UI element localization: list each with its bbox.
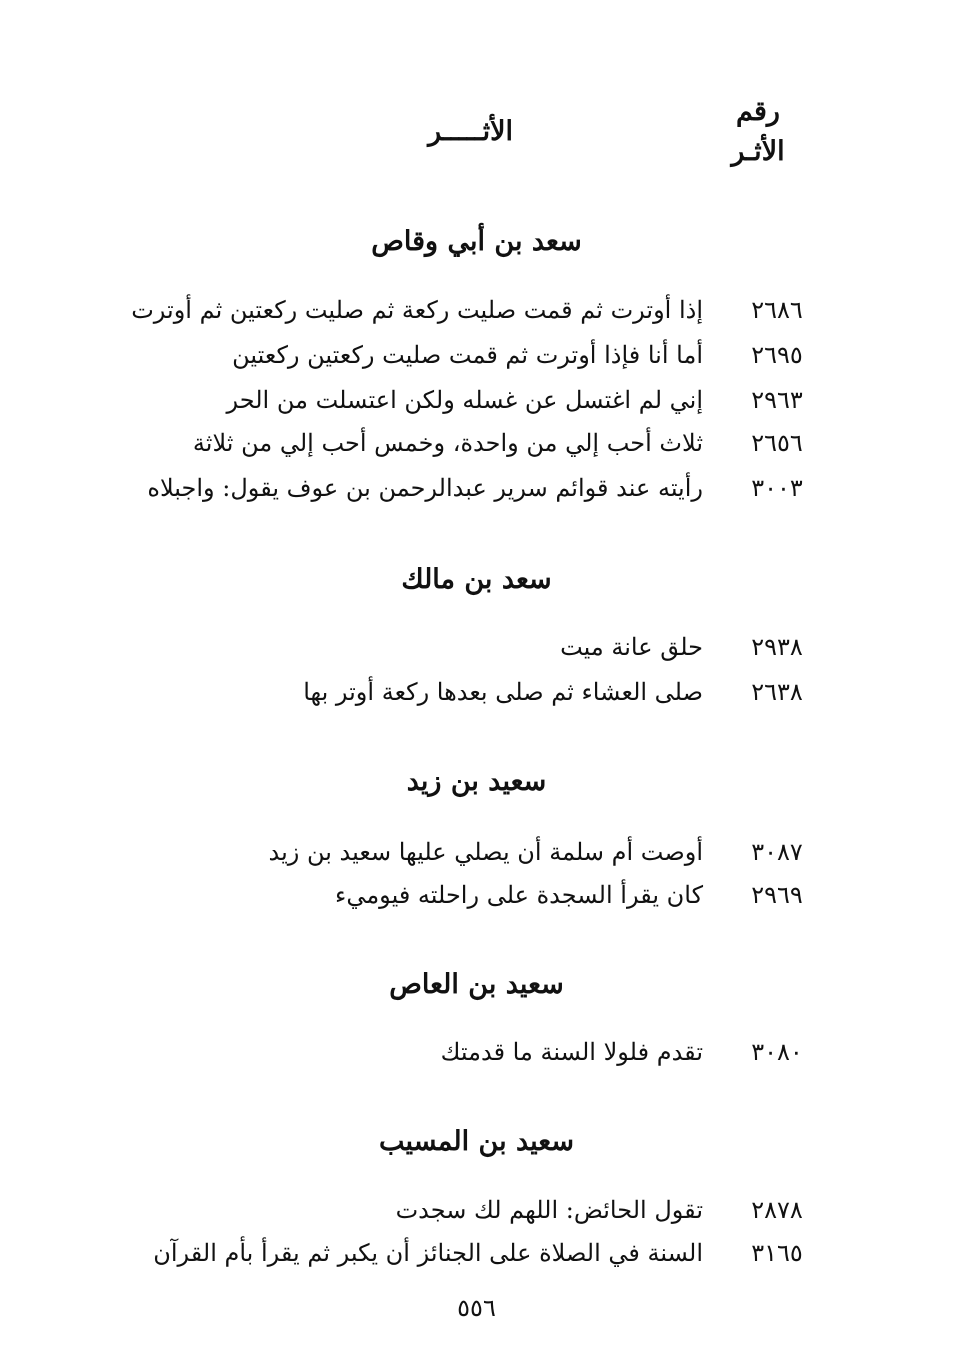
- section-title: سعيد بن زيد: [406, 766, 547, 797]
- list-item: [133, 832, 813, 872]
- list-item: [133, 335, 813, 375]
- item-text: إني لم اغتسل عن غسله ولكن اعتسلت من الحر: [226, 386, 703, 414]
- item-text: السنة في الصلاة على الجنائز أن يكبر ثم يقرأ بأم القرآن: [153, 1239, 703, 1267]
- item-number: ٢٩٦٣: [751, 386, 803, 414]
- item-text: تقول الحائض: اللهم لك سجدت: [395, 1196, 703, 1224]
- list-item: [133, 380, 813, 420]
- item-text: إذا أوترت ثم قمت صليت ركعة ثم صليت ركعتين ثم أوترت: [131, 296, 703, 324]
- section-title: سعد بن مالك: [401, 564, 552, 595]
- item-text: كان يقرأ السجدة على راحلته فيوميء: [335, 881, 703, 909]
- list-item: [133, 627, 813, 667]
- list-item: [133, 672, 813, 712]
- item-number: ٢٩٦٩: [751, 881, 803, 909]
- item-text: أوصت أم سلمة أن يصلي عليها سعيد بن زيد: [268, 838, 703, 866]
- section-title: سعد بن أبي وقاص: [371, 226, 582, 257]
- page-number: ٥٥٦: [457, 1294, 496, 1322]
- item-text: صلى العشاء ثم صلى بعدها ركعة أوتر بها: [303, 678, 703, 706]
- item-number: ٢٦٩٥: [751, 341, 803, 369]
- header-number-column: [708, 92, 808, 172]
- header-text-column: الأثـــــر: [428, 116, 513, 147]
- item-number: ٣٠٠٣: [751, 474, 803, 502]
- item-text: أما أنا فإذا أوترت ثم قمت صليت ركعتين ركعتين: [232, 341, 703, 369]
- item-number: ٣٠٨٠: [751, 1038, 803, 1066]
- item-number: ٢٨٧٨: [751, 1196, 803, 1224]
- item-text: تقدم فلولا السنة ما قدمتك: [440, 1038, 703, 1066]
- item-text: ثلاث أحب إلي من واحدة، وخمس أحب إلي من ثلاثة: [192, 429, 703, 457]
- item-text: رأيته عند قوائم سرير عبدالرحمن بن عوف يقول: واجبلاه: [147, 474, 703, 502]
- section-title: سعيد بن العاص: [389, 969, 564, 1000]
- list-item: [133, 468, 813, 508]
- item-number: ٣١٦٥: [751, 1239, 803, 1267]
- item-number: ٢٦٥٦: [751, 429, 803, 457]
- header-number-line-2: الأثـر: [731, 136, 785, 167]
- list-item: [133, 423, 813, 463]
- item-number: ٢٦٣٨: [751, 678, 803, 706]
- item-text: حلق عانة ميت: [560, 633, 703, 661]
- list-item: [133, 1032, 813, 1072]
- section-title: سعيد بن المسيب: [379, 1126, 574, 1157]
- list-item: [133, 1190, 813, 1230]
- header-number-line-1: رقم: [736, 96, 780, 127]
- list-item: [133, 875, 813, 915]
- list-item: [133, 1233, 813, 1273]
- item-number: ٢٩٣٨: [751, 633, 803, 661]
- item-number: ٢٦٨٦: [751, 296, 803, 324]
- item-number: ٣٠٨٧: [751, 838, 803, 866]
- list-item: [133, 290, 813, 330]
